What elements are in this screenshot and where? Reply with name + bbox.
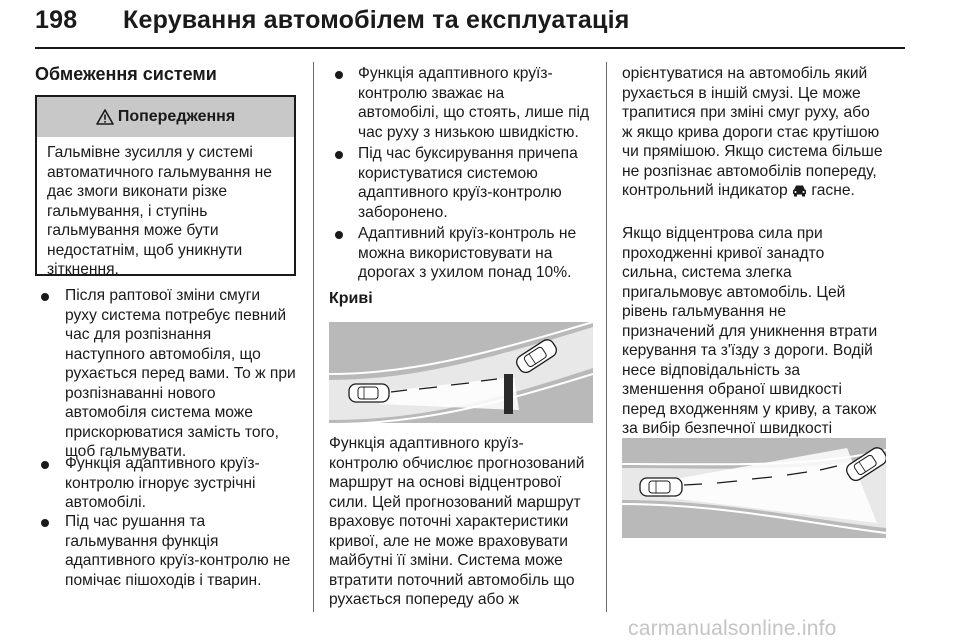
- warning-header: [37, 97, 294, 137]
- curves-paragraph: Функція адаптивного круїз- контролю обчислює прогнозований маршрут на основі відцентрової сили. Цей прогнозований маршрут враховує поточні характеристики кривої, але не може враховувати майбутні її зміни. Система може втратити поточний автомобіль що рухається попереду або ж: [329, 435, 585, 608]
- vehicle-ahead-indicator-icon: [792, 184, 807, 197]
- paragraph-text: орієнтуватися на автомобіль який рухається в іншій смузі. Це може трапитися при зміні смуг руху, або ж якщо крива дороги стає крутішою чи прямішою. Якщо система більше не розпізнає автомобілів попереду, контрольний індикатор: [622, 65, 883, 199]
- list-item: Після раптової зміни смуги руху система потребує певний час для розпізнання наступного автомобіля, що рухається перед вами. То ж при розпізнаванні нового автомобіля система може прискорюватися замість того, щоб гальмувати.: [65, 287, 296, 460]
- list-item: Адаптивний круїз-контроль не можна використовувати на дорогах з ухилом понад 10%.: [358, 225, 577, 281]
- warning-text: Гальмівне зусилля у системі автоматичного гальмування не дає змоги виконати різке гальмування, і ступінь гальмування може бути недостатнім, щоб уникнути зіткнення.: [47, 144, 272, 278]
- curve-figure-2: [622, 438, 886, 538]
- page-title: Керування автомобілем та експлуатація: [123, 6, 630, 34]
- bullet-dot: [41, 293, 49, 301]
- centrifugal-paragraph: Якщо відцентрова сила при проходженні кривої занадто сильна, система злегка пригальмовує автомобіль. Цей рівень гальмування не призначений для уникнення втрати керування та з'їзду з дороги. Водій несе відповідальність за зменшення обраної швидкості перед входженням у криву, а також за вибір безпечної швидкості: [622, 225, 878, 437]
- header-divider: [35, 47, 905, 49]
- list-item: Функція адаптивного круїз- контролю зважає на автомобілі, що стоять, лише під час руху з низькою швидкістю.: [358, 65, 590, 141]
- curves-heading: Криві: [329, 290, 373, 307]
- warning-heading: Попередження: [117, 108, 236, 125]
- bullet-dot: [335, 71, 343, 79]
- curve-figure-1: [329, 322, 593, 423]
- list-item: Функція адаптивного круїз- контролю ігнорує зустрічні автомобілі.: [65, 455, 260, 511]
- bullet-dot: [41, 519, 49, 527]
- bullet-dot: [41, 461, 49, 469]
- warning-triangle-icon: [96, 109, 114, 125]
- bullet-dot: [335, 231, 343, 239]
- warning-box: [35, 95, 296, 276]
- curves-paragraph-continued: [622, 64, 883, 201]
- column-divider-1: [313, 62, 314, 612]
- bullet-dot: [335, 151, 343, 159]
- page-number: 198: [35, 6, 78, 34]
- paragraph-text: гасне.: [811, 182, 855, 199]
- list-item: Під час рушання та гальмування функція адаптивного круїз-контролю не помічає пішоходів і тварин.: [65, 513, 291, 589]
- column-divider-2: [606, 62, 607, 612]
- list-item: Під час буксирування причепа користуватися системою адаптивного круїз-контролю заборонено.: [358, 145, 578, 221]
- section-title: Обмеження системи: [35, 64, 217, 84]
- watermark: carmanualsonline.info: [628, 617, 837, 640]
